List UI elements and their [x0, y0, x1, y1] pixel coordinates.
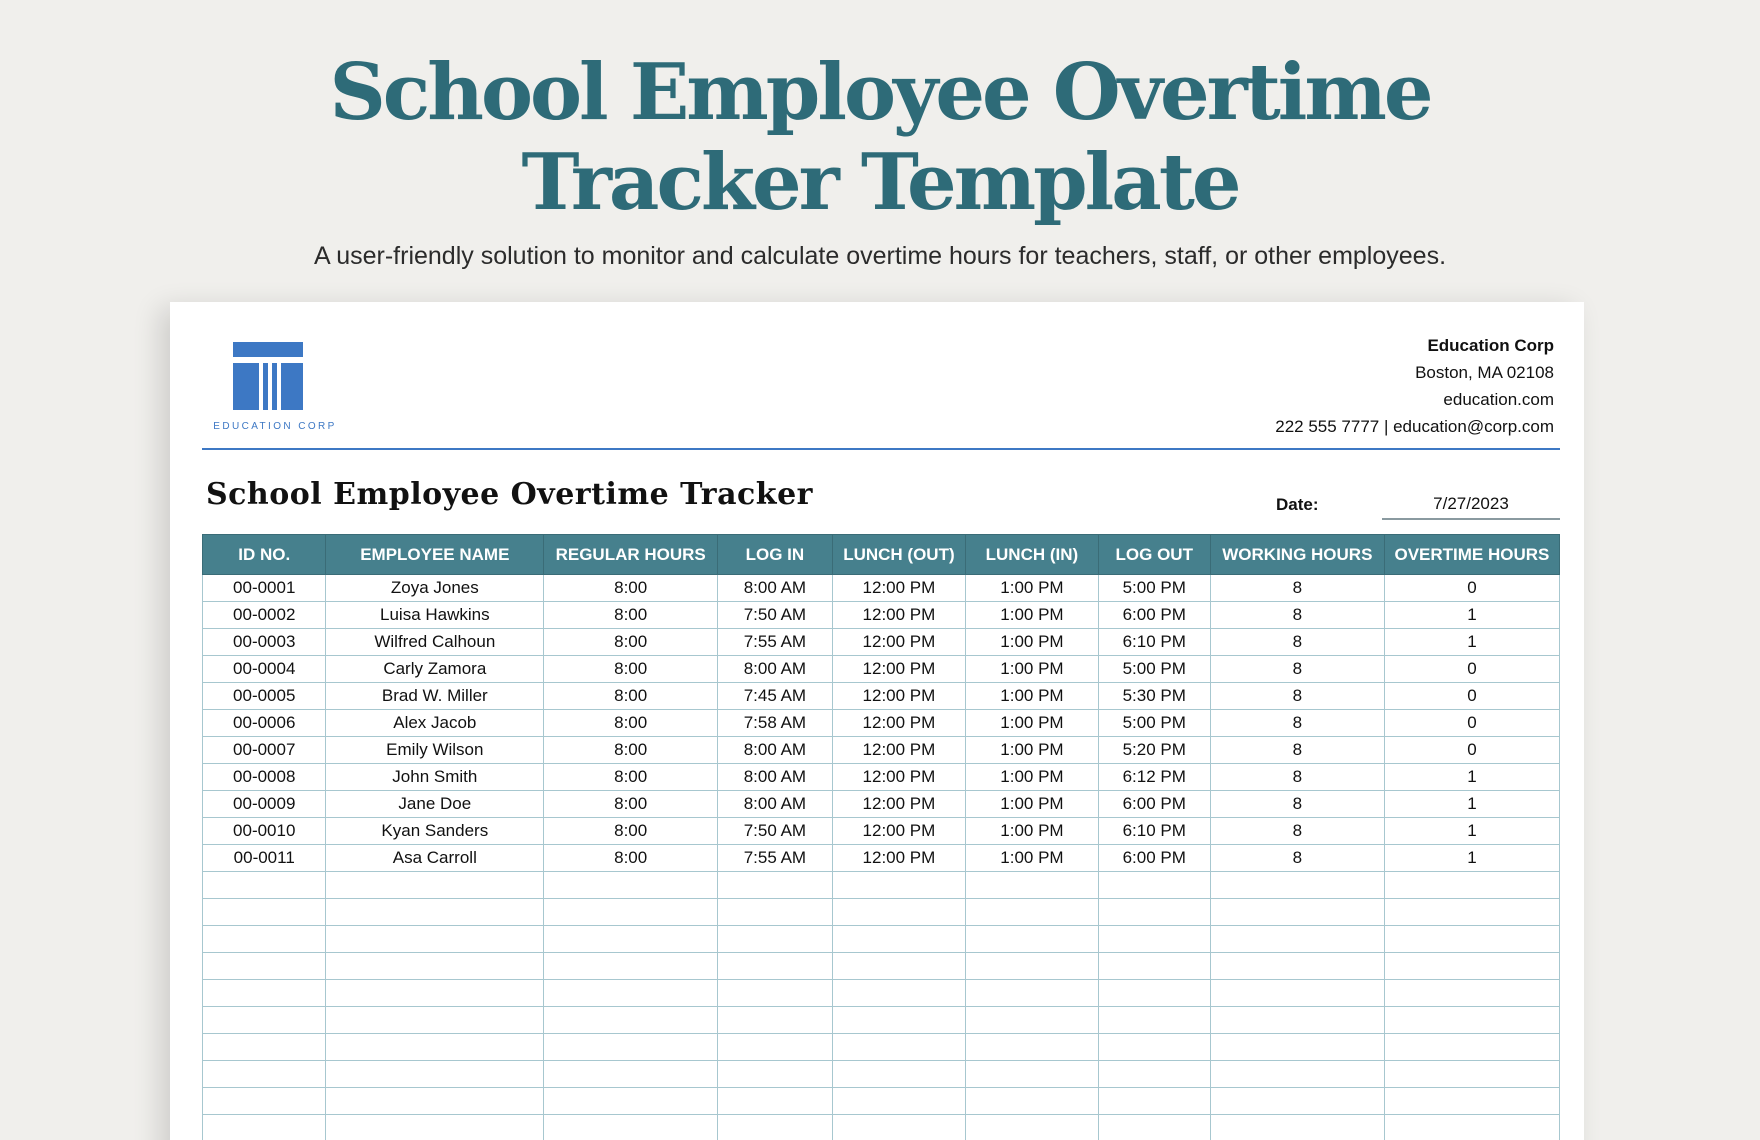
empty-table-row	[203, 1034, 1560, 1061]
empty-cell[interactable]	[832, 1061, 966, 1088]
company-address: Boston, MA 02108	[1415, 363, 1554, 382]
empty-cell[interactable]	[1098, 1034, 1210, 1061]
empty-cell[interactable]	[1098, 1061, 1210, 1088]
empty-cell[interactable]	[718, 1034, 832, 1061]
col-employee-name-cell[interactable]: Carly Zamora	[326, 656, 544, 683]
col-log-in-cell[interactable]: 7:55 AM	[718, 629, 832, 656]
col-id-cell[interactable]: 00-0007	[203, 737, 326, 764]
empty-cell[interactable]	[326, 1007, 544, 1034]
col-lunch-out-cell[interactable]: 12:00 PM	[832, 845, 966, 872]
empty-cell[interactable]	[966, 1088, 1098, 1115]
page-subtitle: A user-friendly solution to monitor and calculate overtime hours for teachers, staff, or other employees.	[313, 242, 1447, 270]
col-log-in-cell[interactable]: 7:50 AM	[718, 818, 832, 845]
col-log-in-cell[interactable]: 7:58 AM	[718, 710, 832, 737]
empty-cell[interactable]	[1098, 872, 1210, 899]
date-label: Date:	[1276, 495, 1319, 514]
col-id-cell[interactable]: 00-0008	[203, 764, 326, 791]
col-id-cell[interactable]: 00-0004	[203, 656, 326, 683]
col-overtime-hours-cell[interactable]: 0	[1384, 737, 1559, 764]
col-employee-name-cell[interactable]: Asa Carroll	[326, 845, 544, 872]
col-lunch-out-cell[interactable]: 12:00 PM	[832, 656, 966, 683]
header-divider	[202, 448, 1560, 450]
empty-cell[interactable]	[966, 872, 1098, 899]
header-col-employee-name: EMPLOYEE NAME	[326, 535, 544, 575]
col-log-in-cell[interactable]: 7:45 AM	[718, 683, 832, 710]
col-log-out-cell[interactable]: 6:00 PM	[1098, 791, 1210, 818]
table-row	[203, 737, 1560, 764]
col-log-out-cell[interactable]: 5:20 PM	[1098, 737, 1210, 764]
col-log-in-cell[interactable]: 8:00 AM	[718, 737, 832, 764]
empty-cell[interactable]	[326, 926, 544, 953]
table-row	[203, 602, 1560, 629]
empty-cell[interactable]	[966, 899, 1098, 926]
col-regular-hours-cell[interactable]: 8:00	[544, 575, 718, 602]
col-log-in-cell[interactable]: 8:00 AM	[718, 791, 832, 818]
col-lunch-in-cell[interactable]: 1:00 PM	[966, 818, 1098, 845]
empty-cell[interactable]	[1210, 926, 1384, 953]
empty-cell[interactable]	[966, 980, 1098, 1007]
empty-cell[interactable]	[1098, 1007, 1210, 1034]
empty-cell[interactable]	[718, 926, 832, 953]
empty-cell[interactable]	[832, 1007, 966, 1034]
empty-cell[interactable]	[718, 1061, 832, 1088]
empty-cell[interactable]	[1384, 926, 1559, 953]
col-working-hours-cell[interactable]: 8	[1210, 629, 1384, 656]
table-row	[203, 656, 1560, 683]
empty-cell[interactable]	[1210, 980, 1384, 1007]
col-employee-name-cell[interactable]: Alex Jacob	[326, 710, 544, 737]
col-id-cell[interactable]: 00-0006	[203, 710, 326, 737]
table-row	[203, 683, 1560, 710]
header-col-lunch-in: LUNCH (IN)	[966, 535, 1098, 575]
pillar-icon	[233, 342, 303, 410]
empty-cell[interactable]	[326, 1061, 544, 1088]
empty-cell[interactable]	[1098, 1088, 1210, 1115]
empty-cell[interactable]	[1098, 1115, 1210, 1140]
empty-cell[interactable]	[1384, 1034, 1559, 1061]
empty-cell[interactable]	[1384, 980, 1559, 1007]
col-employee-name-cell[interactable]: Zoya Jones	[326, 575, 544, 602]
empty-cell[interactable]	[966, 1007, 1098, 1034]
col-overtime-hours-cell[interactable]: 0	[1384, 575, 1559, 602]
empty-cell[interactable]	[544, 1115, 718, 1140]
empty-cell[interactable]	[544, 980, 718, 1007]
table-row	[203, 629, 1560, 656]
empty-cell[interactable]	[326, 1088, 544, 1115]
empty-cell[interactable]	[832, 1088, 966, 1115]
col-log-in-cell[interactable]: 8:00 AM	[718, 764, 832, 791]
empty-cell[interactable]	[326, 980, 544, 1007]
col-working-hours-cell[interactable]: 8	[1210, 791, 1384, 818]
col-log-out-cell[interactable]: 6:10 PM	[1098, 629, 1210, 656]
col-overtime-hours-cell[interactable]: 1	[1384, 845, 1559, 872]
col-id-cell[interactable]: 00-0010	[203, 818, 326, 845]
col-regular-hours-cell[interactable]: 8:00	[544, 683, 718, 710]
col-employee-name-cell[interactable]: John Smith	[326, 764, 544, 791]
sheet-title: School Employee Overtime Tracker	[206, 477, 813, 512]
col-working-hours-cell[interactable]: 8	[1210, 656, 1384, 683]
empty-table-row	[203, 872, 1560, 899]
empty-cell[interactable]	[326, 899, 544, 926]
header-col-lunch-out: LUNCH (OUT)	[832, 535, 966, 575]
empty-cell[interactable]	[203, 980, 326, 1007]
table-row	[203, 575, 1560, 602]
col-lunch-in-cell[interactable]: 1:00 PM	[966, 683, 1098, 710]
empty-cell[interactable]	[718, 980, 832, 1007]
empty-cell[interactable]	[203, 953, 326, 980]
empty-cell[interactable]	[544, 1034, 718, 1061]
date-field[interactable]: 7/27/2023	[1382, 492, 1560, 520]
col-regular-hours-cell[interactable]: 8:00	[544, 737, 718, 764]
table-row	[203, 710, 1560, 737]
empty-cell[interactable]	[544, 1088, 718, 1115]
col-log-out-cell[interactable]: 6:12 PM	[1098, 764, 1210, 791]
empty-table-row	[203, 980, 1560, 1007]
col-working-hours-cell[interactable]: 8	[1210, 845, 1384, 872]
empty-cell[interactable]	[966, 1034, 1098, 1061]
empty-cell[interactable]	[203, 1007, 326, 1034]
col-regular-hours-cell[interactable]: 8:00	[544, 764, 718, 791]
col-id-cell[interactable]: 00-0003	[203, 629, 326, 656]
empty-cell[interactable]	[203, 926, 326, 953]
empty-cell[interactable]	[718, 1115, 832, 1140]
col-regular-hours-cell[interactable]: 8:00	[544, 845, 718, 872]
empty-cell[interactable]	[1384, 1115, 1559, 1140]
empty-cell[interactable]	[1098, 899, 1210, 926]
col-lunch-out-cell[interactable]: 12:00 PM	[832, 602, 966, 629]
empty-cell[interactable]	[326, 953, 544, 980]
empty-table-row	[203, 926, 1560, 953]
col-regular-hours-cell[interactable]: 8:00	[544, 710, 718, 737]
empty-cell[interactable]	[832, 1034, 966, 1061]
col-lunch-out-cell[interactable]: 12:00 PM	[832, 791, 966, 818]
col-working-hours-cell[interactable]: 8	[1210, 710, 1384, 737]
col-overtime-hours-cell[interactable]: 1	[1384, 629, 1559, 656]
empty-cell[interactable]	[1384, 1007, 1559, 1034]
col-log-in-cell[interactable]: 8:00 AM	[718, 575, 832, 602]
empty-cell[interactable]	[544, 953, 718, 980]
empty-cell[interactable]	[1384, 899, 1559, 926]
col-log-in-cell[interactable]: 7:50 AM	[718, 602, 832, 629]
col-id-cell[interactable]: 00-0009	[203, 791, 326, 818]
empty-table-row	[203, 1007, 1560, 1034]
empty-cell[interactable]	[203, 1115, 326, 1140]
header-col-overtime-hours: OVERTIME HOURS	[1384, 535, 1559, 575]
col-id-cell[interactable]: 00-0002	[203, 602, 326, 629]
col-id-cell[interactable]: 00-0001	[203, 575, 326, 602]
col-working-hours-cell[interactable]: 8	[1210, 683, 1384, 710]
col-lunch-out-cell[interactable]: 12:00 PM	[832, 764, 966, 791]
col-overtime-hours-cell[interactable]: 0	[1384, 683, 1559, 710]
empty-cell[interactable]	[718, 1007, 832, 1034]
col-overtime-hours-cell[interactable]: 1	[1384, 764, 1559, 791]
empty-cell[interactable]	[718, 872, 832, 899]
company-name: Education Corp	[1427, 336, 1554, 355]
col-log-out-cell[interactable]: 6:00 PM	[1098, 602, 1210, 629]
empty-cell[interactable]	[203, 1088, 326, 1115]
empty-cell[interactable]	[718, 899, 832, 926]
col-regular-hours-cell[interactable]: 8:00	[544, 602, 718, 629]
table-row	[203, 818, 1560, 845]
col-lunch-in-cell[interactable]: 1:00 PM	[966, 845, 1098, 872]
col-overtime-hours-cell[interactable]: 0	[1384, 656, 1559, 683]
empty-table-row	[203, 1061, 1560, 1088]
col-working-hours-cell[interactable]: 8	[1210, 602, 1384, 629]
empty-cell[interactable]	[203, 1034, 326, 1061]
col-employee-name-cell[interactable]: Emily Wilson	[326, 737, 544, 764]
col-working-hours-cell[interactable]: 8	[1210, 764, 1384, 791]
col-lunch-in-cell[interactable]: 1:00 PM	[966, 791, 1098, 818]
empty-cell[interactable]	[832, 926, 966, 953]
col-employee-name-cell[interactable]: Luisa Hawkins	[326, 602, 544, 629]
col-employee-name-cell[interactable]: Kyan Sanders	[326, 818, 544, 845]
col-lunch-out-cell[interactable]: 12:00 PM	[832, 710, 966, 737]
col-log-out-cell[interactable]: 5:30 PM	[1098, 683, 1210, 710]
page-title-line2: Tracker Template	[521, 137, 1239, 228]
col-lunch-out-cell[interactable]: 12:00 PM	[832, 737, 966, 764]
empty-cell[interactable]	[326, 872, 544, 899]
col-lunch-in-cell[interactable]: 1:00 PM	[966, 656, 1098, 683]
col-lunch-in-cell[interactable]: 1:00 PM	[966, 575, 1098, 602]
empty-cell[interactable]	[203, 899, 326, 926]
tracker-sheet	[170, 302, 1584, 1140]
empty-table-row	[203, 1088, 1560, 1115]
page-title-line1: School Employee Overtime	[329, 47, 1431, 138]
col-overtime-hours-cell[interactable]: 1	[1384, 791, 1559, 818]
empty-cell[interactable]	[1098, 980, 1210, 1007]
col-employee-name-cell[interactable]: Jane Doe	[326, 791, 544, 818]
empty-cell[interactable]	[1384, 953, 1559, 980]
empty-cell[interactable]	[1384, 1061, 1559, 1088]
empty-cell[interactable]	[544, 1007, 718, 1034]
empty-cell[interactable]	[718, 1088, 832, 1115]
empty-cell[interactable]	[1210, 1061, 1384, 1088]
empty-cell[interactable]	[1210, 1007, 1384, 1034]
col-lunch-out-cell[interactable]: 12:00 PM	[832, 575, 966, 602]
company-contact: 222 555 7777 | education@corp.com	[1275, 417, 1554, 436]
col-regular-hours-cell[interactable]: 8:00	[544, 656, 718, 683]
empty-cell[interactable]	[1210, 1088, 1384, 1115]
logo-text: EDUCATION CORP	[213, 421, 337, 432]
empty-cell[interactable]	[1098, 953, 1210, 980]
col-lunch-in-cell[interactable]: 1:00 PM	[966, 602, 1098, 629]
col-lunch-in-cell[interactable]: 1:00 PM	[966, 710, 1098, 737]
col-working-hours-cell[interactable]: 8	[1210, 575, 1384, 602]
col-log-out-cell[interactable]: 6:00 PM	[1098, 845, 1210, 872]
company-website: education.com	[1443, 390, 1554, 409]
col-lunch-out-cell[interactable]: 12:00 PM	[832, 629, 966, 656]
col-lunch-in-cell[interactable]: 1:00 PM	[966, 764, 1098, 791]
col-log-out-cell[interactable]: 5:00 PM	[1098, 656, 1210, 683]
empty-cell[interactable]	[832, 1115, 966, 1140]
col-overtime-hours-cell[interactable]: 1	[1384, 602, 1559, 629]
empty-table-row	[203, 899, 1560, 926]
col-working-hours-cell[interactable]: 8	[1210, 737, 1384, 764]
empty-cell[interactable]	[1384, 872, 1559, 899]
col-overtime-hours-cell[interactable]: 1	[1384, 818, 1559, 845]
empty-cell[interactable]	[544, 1061, 718, 1088]
col-regular-hours-cell[interactable]: 8:00	[544, 629, 718, 656]
empty-cell[interactable]	[326, 1115, 544, 1140]
col-lunch-in-cell[interactable]: 1:00 PM	[966, 629, 1098, 656]
empty-cell[interactable]	[1210, 1115, 1384, 1140]
empty-cell[interactable]	[1098, 926, 1210, 953]
empty-cell[interactable]	[544, 872, 718, 899]
empty-cell[interactable]	[1210, 872, 1384, 899]
empty-cell[interactable]	[832, 953, 966, 980]
col-regular-hours-cell[interactable]: 8:00	[544, 791, 718, 818]
col-log-out-cell[interactable]: 6:10 PM	[1098, 818, 1210, 845]
empty-table-row	[203, 953, 1560, 980]
col-log-in-cell[interactable]: 8:00 AM	[718, 656, 832, 683]
empty-cell[interactable]	[1384, 1088, 1559, 1115]
header-col-id: ID NO.	[203, 535, 326, 575]
header-col-regular-hours: REGULAR HOURS	[544, 535, 718, 575]
empty-cell[interactable]	[544, 899, 718, 926]
col-id-cell[interactable]: 00-0011	[203, 845, 326, 872]
empty-cell[interactable]	[203, 872, 326, 899]
table-row	[203, 845, 1560, 872]
empty-cell[interactable]	[966, 1115, 1098, 1140]
empty-cell[interactable]	[832, 899, 966, 926]
col-lunch-out-cell[interactable]: 12:00 PM	[832, 683, 966, 710]
col-lunch-out-cell[interactable]: 12:00 PM	[832, 818, 966, 845]
col-working-hours-cell[interactable]: 8	[1210, 818, 1384, 845]
col-overtime-hours-cell[interactable]: 0	[1384, 710, 1559, 737]
empty-cell[interactable]	[966, 1061, 1098, 1088]
empty-cell[interactable]	[203, 1061, 326, 1088]
empty-cell[interactable]	[1210, 899, 1384, 926]
col-employee-name-cell[interactable]: Brad W. Miller	[326, 683, 544, 710]
table-row	[203, 791, 1560, 818]
col-log-in-cell[interactable]: 7:55 AM	[718, 845, 832, 872]
empty-cell[interactable]	[966, 953, 1098, 980]
col-log-out-cell[interactable]: 5:00 PM	[1098, 710, 1210, 737]
empty-table-row	[203, 1115, 1560, 1140]
empty-cell[interactable]	[832, 980, 966, 1007]
empty-cell[interactable]	[1210, 953, 1384, 980]
overtime-table	[202, 534, 1560, 1140]
empty-cell[interactable]	[966, 926, 1098, 953]
company-logo	[210, 342, 340, 436]
col-log-out-cell[interactable]: 5:00 PM	[1098, 575, 1210, 602]
col-id-cell[interactable]: 00-0005	[203, 683, 326, 710]
empty-cell[interactable]	[326, 1034, 544, 1061]
col-regular-hours-cell[interactable]: 8:00	[544, 818, 718, 845]
empty-cell[interactable]	[544, 926, 718, 953]
company-info	[1275, 332, 1554, 440]
table-header-row	[203, 535, 1560, 575]
col-lunch-in-cell[interactable]: 1:00 PM	[966, 737, 1098, 764]
header-col-working-hours: WORKING HOURS	[1210, 535, 1384, 575]
empty-cell[interactable]	[1210, 1034, 1384, 1061]
header-col-log-in: LOG IN	[718, 535, 832, 575]
empty-cell[interactable]	[832, 872, 966, 899]
table-row	[203, 764, 1560, 791]
header-col-log-out: LOG OUT	[1098, 535, 1210, 575]
page-title	[0, 48, 1760, 228]
col-employee-name-cell[interactable]: Wilfred Calhoun	[326, 629, 544, 656]
empty-cell[interactable]	[718, 953, 832, 980]
